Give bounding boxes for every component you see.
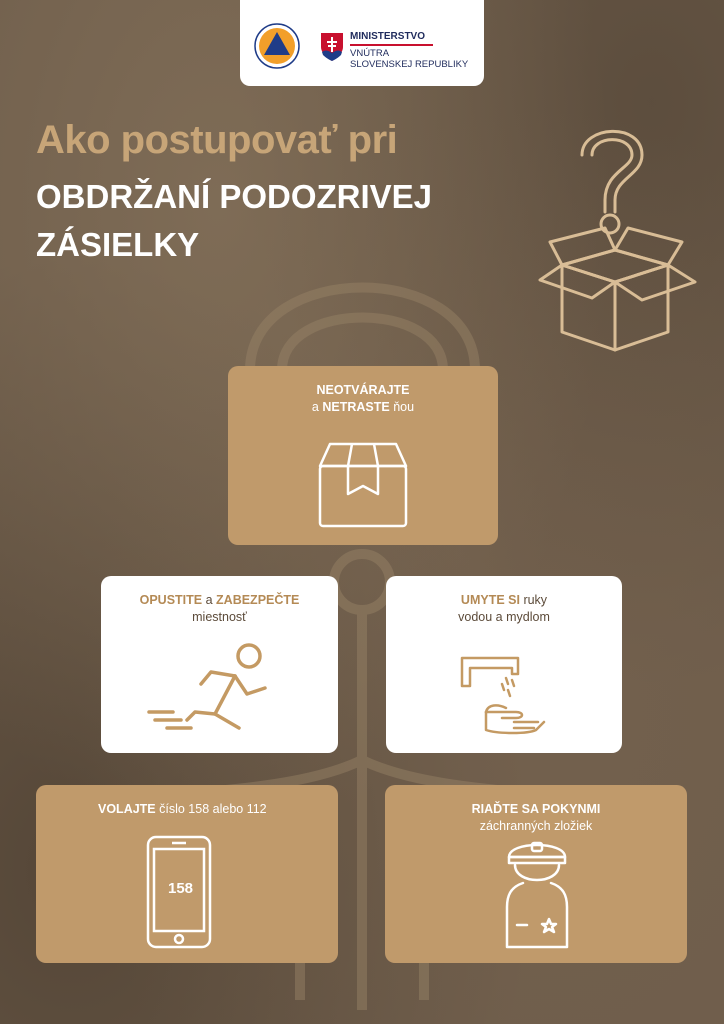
step-card-wash-hands: [386, 576, 622, 753]
step-text: [386, 592, 622, 626]
step-highlight: NEOTVÁRAJTE: [316, 383, 410, 397]
rescuer-icon: [503, 835, 571, 949]
step-text-part: miestnosť: [192, 610, 247, 624]
step-highlight: ZABEZPEČTE: [216, 593, 300, 607]
step-card-follow-instructions: [385, 785, 687, 963]
step-text-part: záchranných zložiek: [479, 819, 593, 833]
phone-number: 158: [168, 880, 194, 897]
step-highlight: VOLAJTE: [98, 802, 156, 816]
logo-header: [240, 0, 484, 86]
ministry-name: [350, 31, 468, 70]
running-person-icon: [145, 636, 275, 740]
step-text-part: číslo 158 alebo 112: [155, 802, 267, 816]
title-line-2: OBDRŽANÍ PODOZRIVEJ: [36, 178, 433, 215]
step-text: [228, 382, 498, 416]
step-text: [101, 592, 338, 626]
step-highlight: OPUSTITE: [139, 593, 203, 607]
title-line-3: ZÁSIELKY: [36, 226, 200, 263]
step-text: [385, 801, 687, 835]
step-highlight: UMYTE SI: [460, 593, 520, 607]
closed-box-icon: [316, 440, 410, 530]
slovak-coat-of-arms-icon: [320, 32, 344, 62]
title-line-1: Ako postupovať pri: [36, 118, 398, 162]
step-card-do-not-open: [228, 366, 498, 545]
step-text-part: ruky: [519, 593, 548, 607]
step-text: [36, 801, 338, 818]
ministry-line-3: SLOVENSKEJ REPUBLIKY: [350, 59, 469, 70]
step-text-part: vodou a mydlom: [458, 610, 550, 624]
step-card-leave-room: [101, 576, 338, 753]
hand-washing-icon: [458, 652, 552, 744]
step-highlight: RIAĎTE SA POKYNMI: [471, 802, 601, 816]
step-text-part: ňou: [389, 400, 415, 414]
step-text-part: a: [202, 593, 217, 607]
ministry-line-2: VNÚTRA: [350, 48, 390, 59]
civil-protection-logo-icon: [254, 23, 300, 69]
ministry-line-1: MINISTERSTVO: [350, 31, 433, 46]
step-text-part: a: [311, 400, 323, 414]
step-card-call: [36, 785, 338, 963]
step-highlight: NETRASTE: [322, 400, 390, 414]
open-box-question-icon: [530, 110, 705, 360]
